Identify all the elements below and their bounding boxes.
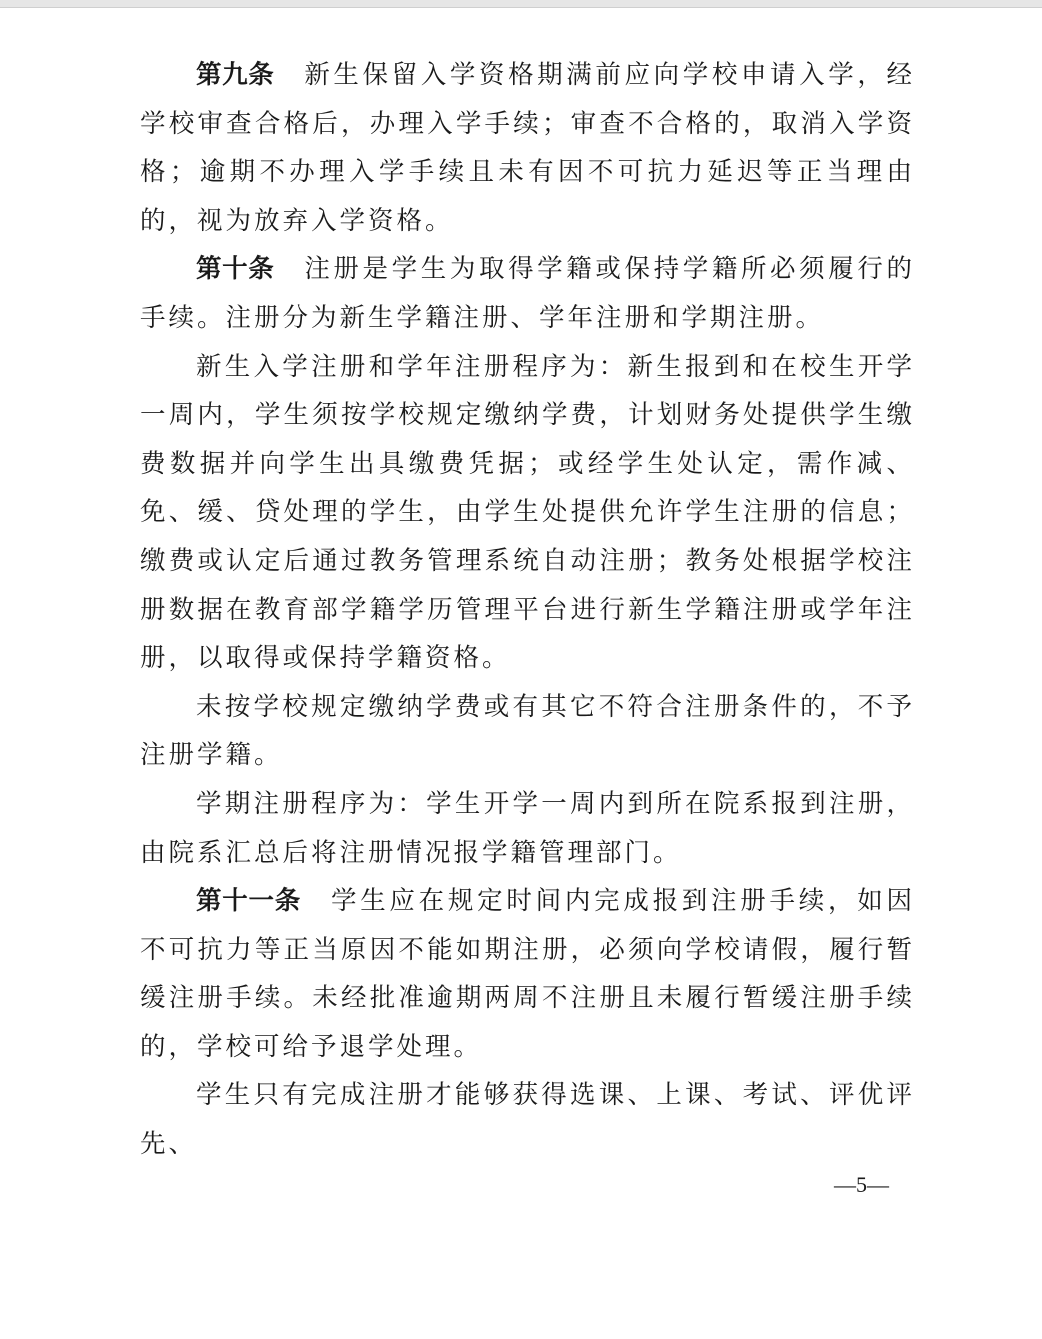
unpaid-tuition-text: 未按学校规定缴纳学费或有其它不符合注册条件的，不予注册学籍。 <box>140 691 915 771</box>
article-9-text: 新生保留入学资格期满前应向学校申请入学，经学校审查合格后，办理入学手续；审查不合格的，取消入学资格；逾期不办理入学手续且未有因不可抗力延迟等正当理由的，视为放弃入学资格。 <box>140 60 915 236</box>
article-11-text: 学生应在规定时间内完成报到注册手续，如因不可抗力等正当原因不能如期注册，必须向学校请假，履行暂缓注册手续。未经批准逾期两周不注册且未履行暂缓注册手续的，学校可给予退学处理。 <box>140 886 915 1062</box>
article-11-paragraph <box>140 877 915 1071</box>
article-10-paragraph <box>140 245 915 342</box>
registration-benefits-paragraph <box>140 1071 915 1168</box>
document-page <box>140 51 915 1169</box>
unpaid-tuition-paragraph <box>140 683 915 780</box>
article-10-text: 注册是学生为取得学籍或保持学籍所必须履行的手续。注册分为新生学籍注册、学年注册和学期注册。 <box>140 254 915 333</box>
article-9-label: 第九条 <box>196 60 275 90</box>
enrollment-procedure-text: 新生入学注册和学年注册程序为：新生报到和在校生开学一周内，学生须按学校规定缴纳学费，计划财务处提供学生缴费数据并向学生出具缴费凭据；或经学生处认定，需作减、免、缓、贷处理的学生，由学生处提供允许学生注册的信息；缴费或认定后通过教务管理系统自动注册；教务处根据学校注册数据在教育部学籍学历管理平台进行新生学籍注册或学年注册，以取得或保持学籍资格。 <box>140 351 915 674</box>
article-10-label: 第十条 <box>196 254 275 285</box>
viewer-top-bar <box>0 0 1042 8</box>
semester-registration-paragraph <box>140 780 915 877</box>
article-9-paragraph <box>140 51 915 245</box>
registration-benefits-text: 学生只有完成注册才能够获得选课、上课、考试、评优评先、 <box>140 1080 915 1160</box>
article-11-label: 第十一条 <box>196 886 301 917</box>
page-number: —5— <box>834 1172 889 1197</box>
enrollment-procedure-paragraph <box>140 343 915 683</box>
semester-registration-text: 学期注册程序为：学生开学一周内到所在院系报到注册，由院系汇总后将注册情况报学籍管理部门。 <box>140 788 915 868</box>
